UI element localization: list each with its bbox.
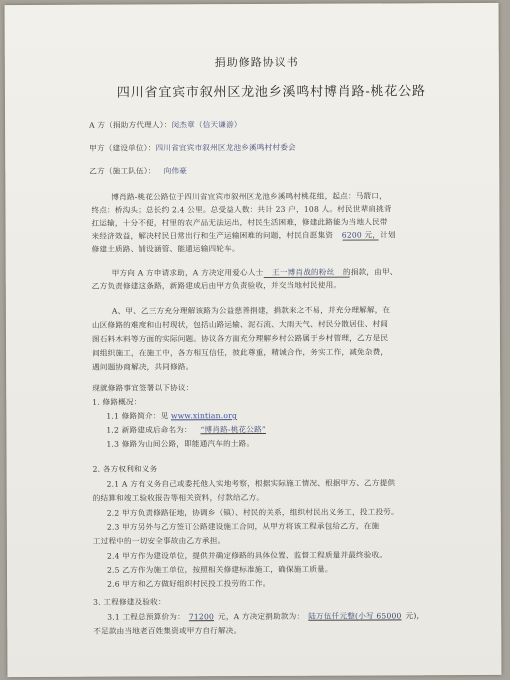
agreement-page [5, 3, 502, 677]
section2-5: 2.5 乙方作为施工单位，按照相关修建标准施工，确保施工质量。 [106, 564, 333, 575]
section3-1-end: 元)， [405, 611, 425, 621]
total-budget: 71200 [188, 612, 215, 622]
road-name: “博肖路-桃花公路” [200, 424, 266, 435]
para2-text-b: 的捐款，由甲、 [342, 267, 398, 277]
confirm-line: 现就修路事宜签署以下协议： [92, 383, 194, 393]
para3-line3: 图石料木料等方面的实际问题。协议各方面充分理解乡村公路属于乡村管理，乙方是民 [91, 333, 389, 344]
section1-1 [106, 410, 237, 422]
section3-title: 3. 工程修建及验收： [93, 597, 166, 607]
section1-1-label: 1.1 修路简介：见 [106, 411, 169, 421]
section2-2: 2.2 甲方负责修路征地，协调乡（镇）、村民的关系，组织村民出义务工，投工投劳。 [106, 507, 399, 518]
donation-capital: 陆万伍仟元整(小写 65000 [308, 611, 402, 621]
party-jia-label: 甲方（建设单位）： [89, 143, 156, 153]
document-title: 捐助修路协议书 [214, 55, 299, 70]
para2-line1 [112, 266, 398, 278]
document-subtitle: 四川省宜宾市叙州区龙池乡溪鸣村博肖路-桃花公路 [116, 84, 426, 101]
party-a-label: A 方（捐助方代理人）： [89, 120, 172, 130]
para3-line4: 间组织施工，在施工中，各方相互信任，彼此尊重，精诚合作，务实工作，减免杂费， [92, 347, 389, 358]
party-yi-value: 向伟豪 [163, 166, 188, 176]
para1-line1: 博肖路-桃花公路位于四川省宜宾市叙州区龙池乡溪鸣村桃花组，起点：马箭口， [111, 191, 387, 202]
para3-line1: A、甲、乙三方充分理解该路为公益慈善捐建，捐款来之不易，并充分理解解，在 [111, 305, 391, 316]
section2-1-line1: 2.1 A 方有义务自己或委托他人实地考察，根据实际施工情况、根据甲方、乙方提供 [106, 478, 396, 489]
section2-3-line2: 工过程中的一切安全事故由乙方承担。 [92, 536, 226, 546]
para1-amount: 6200 [341, 230, 362, 240]
para1-line2: 终点：桥沟头；总长约 2.4 公里。总受益人数：共计 23 户，108 人。村民世辈肩挑背 [91, 204, 392, 215]
para1-line3: 扛运输，十分不便，村里的农产品无法运出，村民生活困难，修建此路能为当地人民带 [91, 217, 388, 228]
website-link[interactable]: www.xintian.org [170, 411, 238, 421]
para3-line5: 遇问题协商解决，共同修路。 [92, 362, 194, 372]
section2-title: 2. 各方权利和义务 [92, 464, 158, 474]
section1-3: 1.3 修路为山间公路，即能通汽车的土路。 [106, 438, 255, 449]
party-a-line [89, 119, 242, 131]
section1-2-label: 1.2 新路建成后命名为： [106, 425, 192, 435]
amount-underline [343, 239, 379, 240]
section2-6: 2.6 甲方和乙方做好组织村民投工投劳的工作。 [107, 578, 271, 589]
para2-donor: 王一博肖战的粉丝 [272, 267, 335, 277]
section3-1-mid: 元，A 方决定捐助款为： [217, 611, 305, 622]
section3-1-line2: 不足款由当地老百姓集资或甲方自行解决。 [93, 626, 242, 636]
para2-line2: 乙方负责修建这条路，新路建成后由甲方负责验收，并交当地村民使用。 [91, 280, 342, 291]
para3-line2: 山区修路的难度和山村现状，包括山路运输、泥石流、大雨天气、村民分散居住、村闾 [91, 319, 389, 330]
section3-1-label: 3.1 工程总预算价为： [107, 612, 185, 622]
para1-line4-text: 来经济效益，解决村民日常出行和生产运输困难的问题，村民自愿集资 [91, 230, 334, 241]
para2-text-a: 甲方向 A 方申请求助，A 方决定用爱心人士 [111, 267, 264, 278]
section1-title: 1. 修路概况： [92, 397, 142, 407]
party-a-value: 闵杰章（信天谦游） [171, 120, 242, 130]
section2-1-line2: 的结算和竣工验收报告等相关资料，付款给乙方。 [92, 492, 265, 503]
donor-underline [264, 277, 350, 278]
party-yi-label: 乙方（施工队伍）： [89, 166, 156, 176]
para1-tail: 元，计划 [364, 230, 396, 240]
party-jia-line [89, 142, 296, 154]
section2-4: 2.4 甲方作为建设单位，提供并确定修路的具体位置、监督工程质量并最终验收。 [106, 550, 388, 561]
section3-1-line1 [107, 610, 424, 622]
para1-line5: 修建土质路、铺设涵管、能通运输四轮车。 [91, 244, 240, 254]
section2-3-line1: 2.3 甲方另外与乙方签订公路建设施工合同，从甲方将该工程承包给乙方，在施 [106, 521, 380, 532]
party-jia-value: 四川省宜宾市叙州区龙池乡溪鸣村村委会 [155, 142, 296, 153]
section1-2 [106, 424, 266, 436]
party-yi-line [89, 165, 187, 176]
